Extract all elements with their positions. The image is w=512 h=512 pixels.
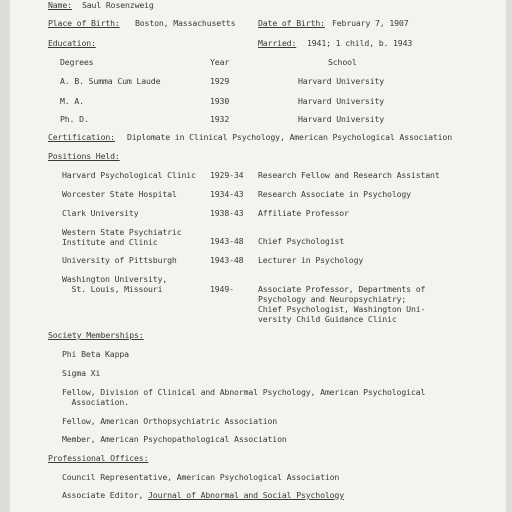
position-years: 1943-48: [210, 255, 244, 265]
position-title: Research Fellow and Research Assistant: [258, 170, 440, 180]
position-place: Clark University: [62, 208, 139, 218]
position-place: Washington University, St. Louis, Missouri: [62, 274, 168, 294]
degrees-header: Degrees: [60, 57, 94, 67]
society-item: Fellow, American Orthopsychiatric Association: [62, 416, 278, 426]
school-cell: Harvard University: [298, 76, 385, 86]
position-title: Affiliate Professor: [258, 208, 349, 218]
society-item: Sigma Xi: [62, 368, 101, 378]
office-item: Council Representative, American Psychological Association: [62, 472, 340, 482]
professional-offices-label: Professional Offices:: [48, 453, 149, 463]
year-cell: 1930: [210, 96, 230, 106]
married-value: 1941; 1 child, b. 1943: [307, 38, 413, 48]
position-place: University of Pittsburgh: [62, 255, 177, 265]
married-label: Married:: [258, 38, 297, 48]
positions-held-label: Positions Held:: [48, 151, 120, 161]
position-title: Research Associate in Psychology: [258, 189, 411, 199]
office-item: [62, 490, 344, 500]
position-place: Western State Psychiatric Institute and Clinic: [62, 227, 182, 247]
degree-cell: M. A.: [60, 96, 84, 106]
degree-cell: Ph. D.: [60, 114, 89, 124]
place-of-birth-label: Place of Birth:: [48, 18, 120, 28]
position-place: Worcester State Hospital: [62, 189, 177, 199]
position-place: Harvard Psychological Clinic: [62, 170, 196, 180]
name-value: Saul Rosenzweig: [82, 0, 154, 10]
position-years: 1929-34: [210, 170, 244, 180]
society-item: Fellow, Division of Clinical and Abnormal Psychology, American Psychological Association.: [62, 387, 426, 407]
school-cell: Harvard University: [298, 114, 385, 124]
position-years: 1938-43: [210, 208, 244, 218]
journal-title: Journal of Abnormal and Social Psychology: [148, 490, 344, 500]
position-title: Lecturer in Psychology: [258, 255, 364, 265]
year-header: Year: [210, 57, 230, 67]
position-title: Chief Psychologist: [258, 236, 345, 246]
document-page: [10, 0, 506, 512]
place-of-birth-value: Boston, Massachusetts: [135, 18, 236, 28]
date-of-birth-label: Date of Birth:: [258, 18, 325, 28]
certification-label: Certification:: [48, 132, 115, 142]
position-years: 1934-43: [210, 189, 244, 199]
society-item: Member, American Psychopathological Association: [62, 434, 287, 444]
position-years: 1949-: [210, 284, 234, 294]
year-cell: 1932: [210, 114, 230, 124]
degree-cell: A. B. Summa Cum Laude: [60, 76, 161, 86]
school-cell: Harvard University: [298, 96, 385, 106]
position-years: 1943-48: [210, 236, 244, 246]
date-of-birth-value: February 7, 1907: [332, 18, 409, 28]
society-item: Phi Beta Kappa: [62, 349, 129, 359]
school-header: School: [328, 57, 357, 67]
name-label: Name:: [48, 0, 72, 10]
education-label: Education:: [48, 38, 96, 48]
office-role: Associate Editor,: [62, 490, 144, 500]
society-memberships-label: Society Memberships:: [48, 330, 144, 340]
certification-value: Diplomate in Clinical Psychology, American Psychological Association: [127, 132, 452, 142]
position-title: Associate Professor, Departments of Psychology and Neuropsychiatry; Chief Psychologist, Washington Uni- versity Child Guidance Clinic: [258, 284, 426, 324]
year-cell: 1929: [210, 76, 230, 86]
